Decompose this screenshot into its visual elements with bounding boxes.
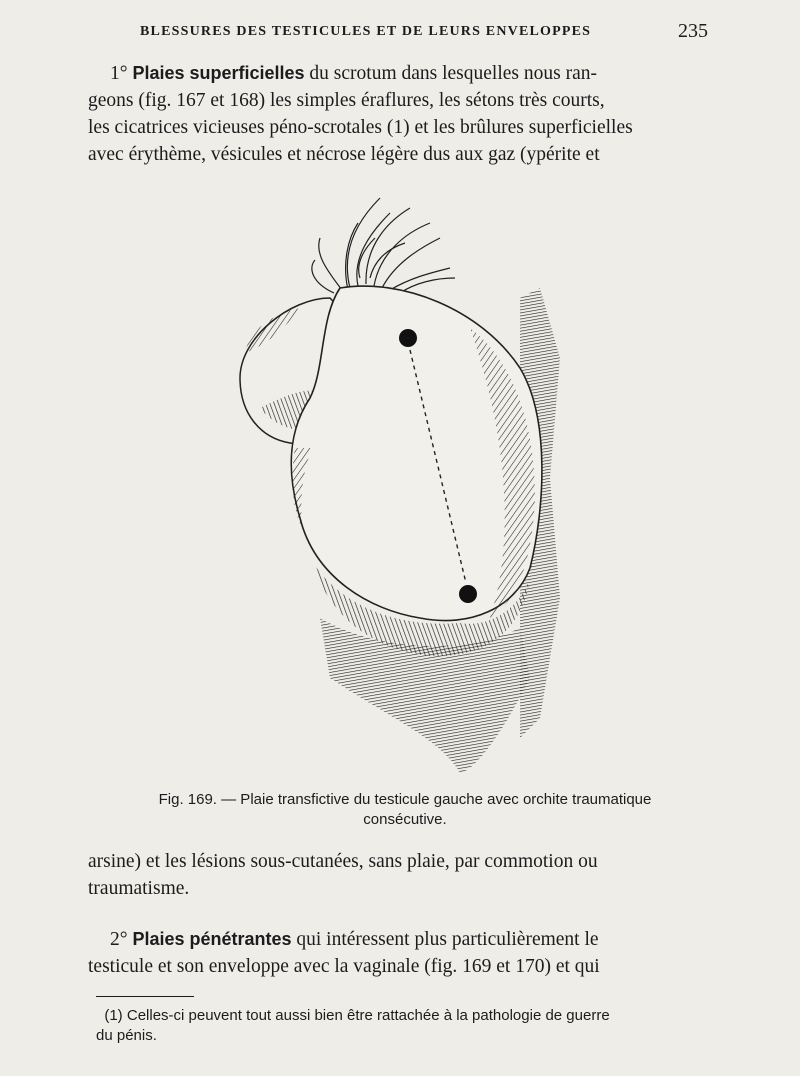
figure-illustration (230, 178, 590, 778)
figure-caption (92, 790, 718, 830)
section-heading: Plaies superficielles (132, 63, 305, 83)
paragraph-line: avec érythème, vésicules et nécrose légère dus aux gaz (ypérite et (88, 144, 600, 165)
paragraph-line: les cicatrices vicieuses péno-scrotales (1) et les brûlures superficielles (88, 117, 633, 138)
footnote (96, 1006, 720, 1046)
paragraph-plaies-superficielles (88, 60, 708, 168)
paragraph-plaies-penetrantes (88, 926, 708, 980)
page-number: 235 (678, 20, 708, 42)
caption-line: Fig. 169. — Plaie transfictive du testicule gauche avec orchite traumatique (158, 791, 652, 808)
paragraph-line: arsine) et les lésions sous-cutanées, sans plaie, par commotion ou (88, 851, 598, 872)
exit-wound (459, 585, 477, 603)
section-heading: Plaies pénétrantes (132, 929, 292, 949)
footnote-line: du pénis. (96, 1027, 157, 1044)
caption-line: consécutive. (363, 811, 447, 828)
paragraph-line: traumatisme. (88, 878, 190, 899)
section-number: 1° (110, 63, 128, 84)
footnote-rule (96, 996, 194, 997)
paragraph-line: 2° Plaies pénétrantes qui intéressent plus particulièrement le (110, 929, 599, 950)
running-head-title: BLESSURES DES TESTICULES ET DE LEURS ENVELOPPES (140, 24, 592, 39)
footnote-line: (1) Celles-ci peuvent tout aussi bien être rattachée à la pathologie de guerre (104, 1007, 610, 1024)
footnote-marker: (1) (104, 1007, 123, 1024)
entry-wound (399, 329, 417, 347)
section-number: 2° (110, 929, 128, 950)
paragraph-continuation (88, 848, 708, 902)
paragraph-line: geons (fig. 167 et 168) les simples éraflures, les sétons très courts, (88, 90, 605, 111)
hair-tuft (312, 198, 455, 293)
paragraph-line: testicule et son enveloppe avec la vaginale (fig. 169 et 170) et qui (88, 956, 600, 977)
paragraph-line: 1° Plaies superficielles du scrotum dans lesquelles nous ran- (110, 63, 597, 84)
running-head (140, 20, 708, 42)
